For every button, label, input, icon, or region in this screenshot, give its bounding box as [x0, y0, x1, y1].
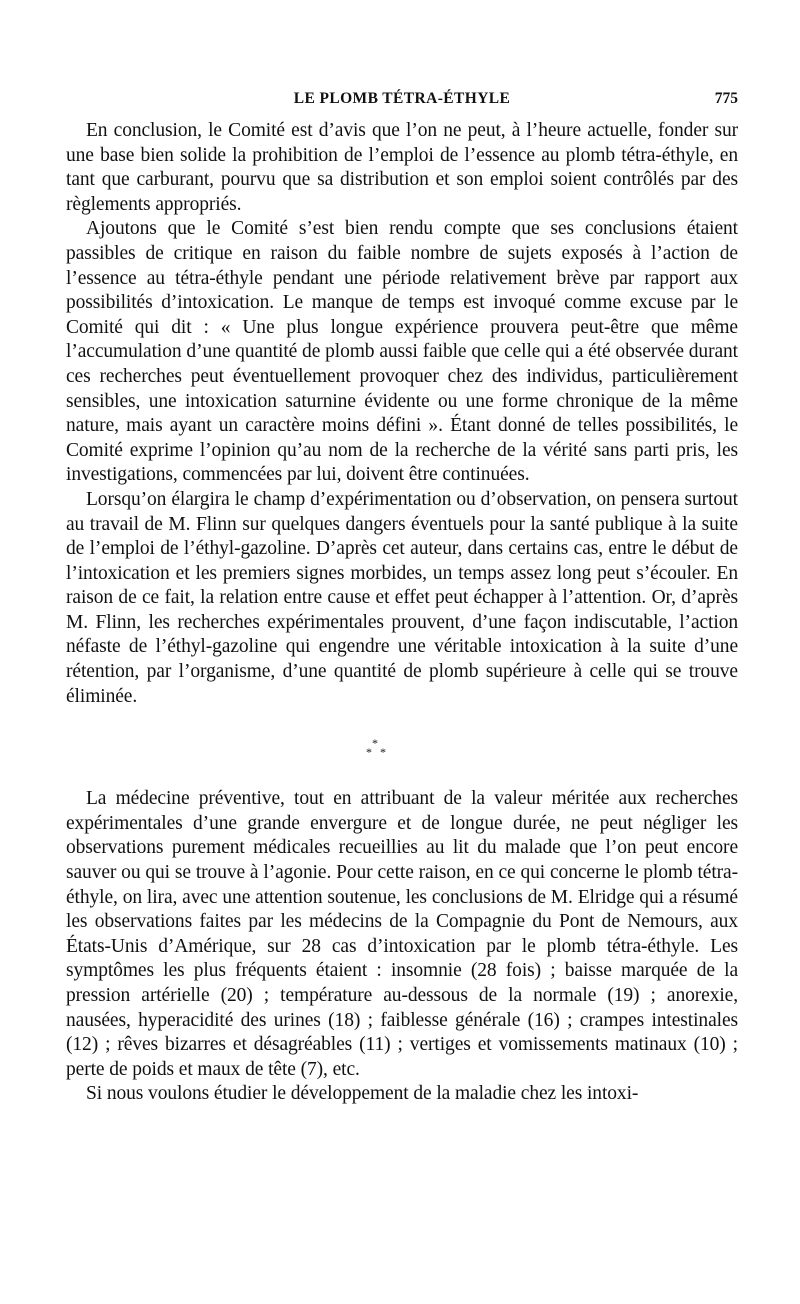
document-page — [66, 82, 738, 1107]
asterism-icon: * * * — [366, 736, 386, 760]
paragraph-flinn-research: Lorsqu’on élargira le champ d’expérimentation ou d’observation, on pensera surtout au travail de M. Flinn sur quelques dangers éventuels pour la santé publique à la suite de l’emploi de l’éthyl-gazoline. D’après cet auteur, dans certains cas, entre le début de l’intoxication et les premiers signes morbides, un temps assez long peut s’écouler. En raison de ce fait, la relation entre cause et effet peut échapper à l’attention. Or, d’après M. Flinn, les recherches expérimentales prouvent, d’une façon indiscutable, l’action néfaste de l’éthyl-gazoline qui engendre une véritable intoxication à la suite d’une rétention, par l’organisme, d’une quantité de plomb supérieure à celle qui se trouve éliminée. — [66, 488, 738, 707]
paragraph-preventive-medicine: La médecine préventive, tout en attribuant de la valeur méritée aux recherches expérimentales d’une grande envergure et de longue durée, ne peut négliger les observations purement médicales recueillies au lit du malade que l’on peut encore sauver ou qui se trouve à l’agonie. Pour cette raison, en ce qui concerne le plomb tétra-éthyle, on lira, avec une attention soutenue, les conclusions de M. Elridge qui a résumé les observations faites par les médecins de la Compagnie du Pont de Nemours, aux États-Unis d’Amérique, sur 28 cas d’intoxication par le plomb tétra-éthyle. Les symptômes les plus fréquents étaient : insomnie (28 fois) ; baisse marquée de la pression artérielle (20) ; température au-dessous de la normale (19) ; anorexie, nausées, hyperacidité des urines (18) ; faiblesse générale (16) ; crampes intestinales (12) ; rêves bizarres et désagréables (11) ; vertiges et vomissements matinaux (10) ; perte de poids et maux de tête (7), etc. — [66, 788, 738, 1080]
paragraph-continuation: Si nous voulons étudier le développement de la maladie chez les intoxi- — [86, 1083, 639, 1105]
paragraph-conclusion: En conclusion, le Comité est d’avis que l’on ne peut, à l’heure actuelle, fonder sur une base bien solide la prohibition de l’emploi de l’essence au plomb tétra-éthyle, en tant que carburant, pourvu que sa distribution et son emploi soient contrôlés par des règlements appropriés. — [66, 120, 738, 215]
running-header — [66, 82, 738, 116]
section-divider — [66, 709, 738, 787]
page-number: 775 — [714, 90, 738, 107]
paragraph-committee-limits: Ajoutons que le Comité s’est bien rendu compte que ses conclusions étaient passibles de critique en raison du faible nombre de sujets exposés à l’action de l’essence au tétra-éthyle pendant une période relativement brève par rapport aux possibilités d’intoxication. Le manque de temps est invoqué comme excuse par le Comité qui dit : « Une plus longue expérience prouvera peut-être que même l’accumulation d’une quantité de plomb aussi faible que celle qui a été observée durant ces recherches peut éventuellement provoquer chez des individus, particulièrement sensibles, une intoxication saturnine évidente ou une forme chronique de la même nature, mais ayant un caractère moins défini ». Étant donné de telles possibilités, le Comité exprime l’opinion qu’au nom de la recherche de la vérité sans parti pris, les investigations, commencées par lui, doivent être continuées. — [66, 218, 738, 486]
running-title: LE PLOMB TÉTRA-ÉTHYLE — [293, 90, 511, 107]
